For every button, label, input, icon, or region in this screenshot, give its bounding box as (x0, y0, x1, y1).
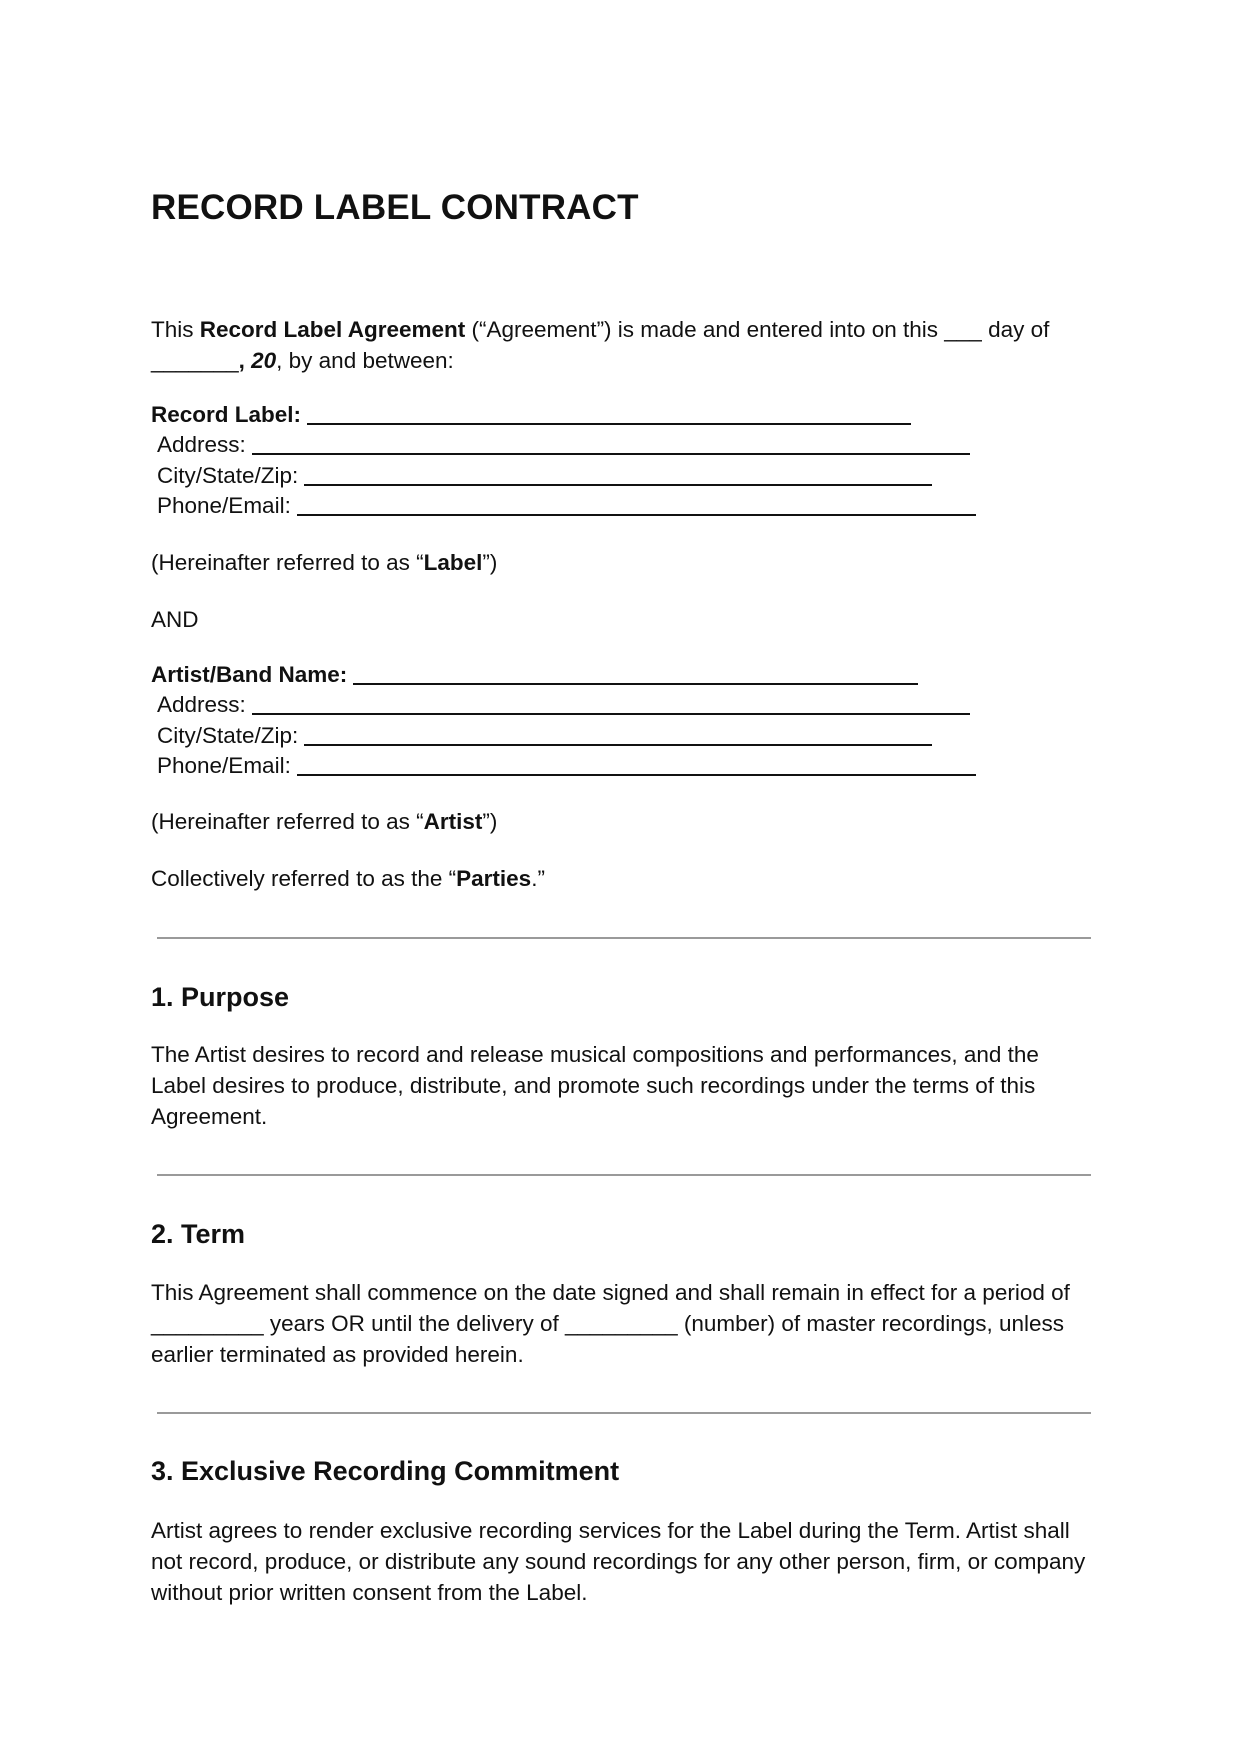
label-phone-label: Phone/Email: (157, 493, 291, 518)
label-city-label: City/State/Zip: (157, 463, 299, 488)
day-blank[interactable]: ___ (944, 317, 982, 342)
artist-city-line[interactable] (304, 722, 932, 746)
term-line-1: This Agreement shall commence on the date signed and shall remain in effect for a period of (151, 1280, 1070, 1305)
term-line-2: _________ years OR until the delivery of _________ (number) of master recordings, unless (151, 1311, 1065, 1336)
artist-phone-line[interactable] (297, 752, 976, 776)
label-address-field (157, 430, 970, 460)
term-recordings-blank[interactable]: _________ (565, 1311, 678, 1336)
artist-phone-label: Phone/Email: (157, 753, 291, 778)
month-blank[interactable]: _______ (151, 348, 239, 373)
label-term: Label (423, 550, 483, 575)
intro-line-1 (151, 314, 1049, 345)
intro-text: This (151, 317, 200, 342)
label-phone-line[interactable] (297, 492, 976, 516)
artist-phone-field (157, 751, 976, 781)
section-body-purpose: The Artist desires to record and release musical compositions and performances, and the Label desires to produce, distribute, and promote such recordings under the terms of this Agreement. (151, 1042, 1039, 1129)
term-line-3: earlier terminated as provided herein. (151, 1342, 524, 1367)
artist-term: Artist (423, 809, 483, 834)
label-address-line[interactable] (252, 431, 970, 455)
parties-term: Parties (456, 866, 532, 891)
artist-address-field (157, 690, 970, 720)
record-label-field (151, 400, 911, 430)
section-divider (157, 937, 1091, 939)
intro-text: day of (981, 317, 1050, 342)
year-prefix: 20 (244, 348, 277, 373)
intro-line-2 (151, 345, 454, 376)
label-phone-field (157, 491, 976, 521)
parties-reference: Collectively referred to as the “Parties.” (151, 866, 545, 891)
intro-text: (“Agreement”) is made and entered into on this (465, 317, 945, 342)
section-divider (157, 1412, 1091, 1414)
section-heading-term: 2. Term (151, 1219, 246, 1249)
artist-city-field (157, 721, 932, 751)
label-reference: (Hereinafter referred to as “Label”) (151, 550, 498, 575)
record-label-label: Record Label: (151, 402, 302, 427)
artist-address-line[interactable] (252, 691, 970, 715)
section-heading-exclusive: 3. Exclusive Recording Commitment (151, 1456, 620, 1486)
label-city-line[interactable] (304, 462, 932, 486)
artist-name-label: Artist/Band Name: (151, 662, 348, 687)
section-heading-purpose: 1. Purpose (151, 982, 290, 1012)
artist-name-field (151, 660, 918, 690)
record-label-line[interactable] (307, 401, 911, 425)
section-divider (157, 1174, 1091, 1176)
intro-comma: , (238, 348, 245, 373)
artist-name-line[interactable] (353, 661, 918, 685)
term-years-blank[interactable]: _________ (151, 1311, 264, 1336)
agreement-name: Record Label Agreement (199, 317, 466, 342)
label-address-label: Address: (157, 432, 246, 457)
intro-text: , by and between: (276, 348, 454, 373)
artist-city-label: City/State/Zip: (157, 723, 299, 748)
section-body-exclusive: Artist agrees to render exclusive recording services for the Label during the Term. Artist shall not record, produce, or distribute any sound recordings for any other person, firm, or company without prior written consent from the Label. (151, 1518, 1086, 1605)
label-city-field (157, 461, 932, 491)
artist-reference: (Hereinafter referred to as “Artist”) (151, 809, 498, 834)
artist-address-label: Address: (157, 692, 246, 717)
document-title: RECORD LABEL CONTRACT (151, 188, 639, 227)
and-text: AND (151, 607, 199, 632)
